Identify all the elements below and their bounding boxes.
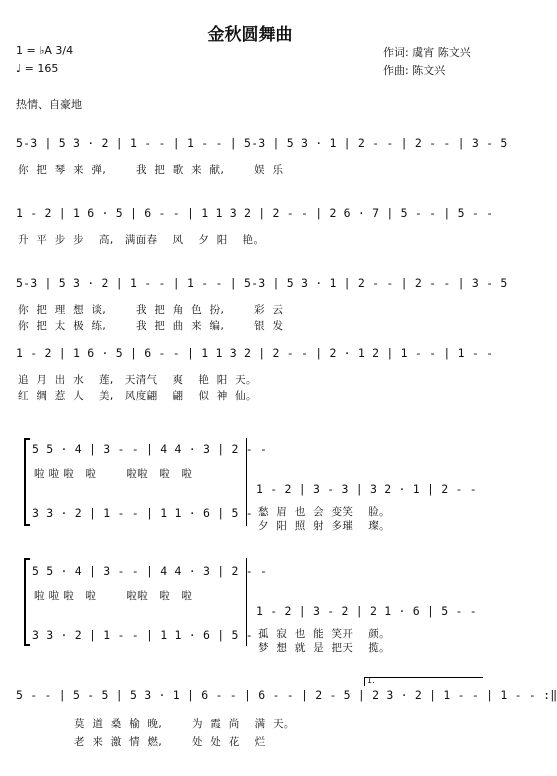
composer: 作曲: 陈文兴 [383, 64, 446, 77]
bpm: ♩ = 165 [16, 62, 59, 75]
tempo-marking: 热情、自豪地 [16, 98, 82, 111]
notes-system-1: 5-3 | 5 3 · 2 | 1 - - | 1 - - | 5-3 | 5 3 · 1 | 2 - - | 2 - - | 3 - 5 [16, 136, 508, 150]
chorus-1-upper-notes: 5 5 · 4 | 3 - - | 4 4 · 3 | 2 - - [32, 442, 268, 456]
chorus-1-upper-lyrics: 啦 啦 啦 啦 啦啦 啦 啦 [34, 468, 193, 480]
chorus-1-right-lyrics-1: 愁 眉 也 会 变笑 脸。 [258, 506, 391, 518]
chorus-2-upper-notes: 5 5 · 4 | 3 - - | 4 4 · 3 | 2 - - [32, 564, 268, 578]
chorus-1-bracket [24, 438, 26, 526]
page-title: 金秋圆舞曲 [207, 25, 293, 45]
chorus-1-right-notes: 1 - 2 | 3 - 3 | 3 2 · 1 | 2 - - [256, 482, 477, 496]
notes-system-4: 1 - 2 | 1 6 · 5 | 6 - - | 1 1 3 2 | 2 - - | 2 · 1 2 | 1 - - | 1 - - [16, 346, 494, 360]
chorus-2-upper-lyrics: 啦 啦 啦 啦 啦啦 啦 啦 [34, 590, 193, 602]
notes-system-2: 1 - 2 | 1 6 · 5 | 6 - - | 1 1 3 2 | 2 - - | 2 6 · 7 | 5 - - | 5 - - [16, 206, 494, 220]
lyrics-system-2: 升 平 步 步 高, 满面春 风 夕 阳 艳。 [18, 234, 265, 246]
notes-system-3: 5-3 | 5 3 · 2 | 1 - - | 1 - - | 5-3 | 5 3 · 1 | 2 - - | 2 - - | 3 - 5 [16, 276, 508, 290]
lyrics-final-verse-2: 老 来 激 情 燃, 处 处 花 烂 [74, 736, 266, 748]
lyrics-system-1: 你 把 琴 来 弹, 我 把 歌 来 献, 娱 乐 [18, 164, 284, 176]
notes-final-system: 5 - - | 5 - 5 | 5 3 · 1 | 6 - - | 6 - - | 2 - 5 | 2 3 · 2 | 1 - - | 1 - - :‖ [16, 688, 557, 702]
chorus-2-right-lyrics-2: 梦 想 就 是 把天 揽。 [258, 642, 391, 654]
lyrics-final-verse-1: 莫 道 桑 榆 晚, 为 霞 尚 满 天。 [74, 718, 295, 730]
lyrics-system-4-verse-1: 追 月 出 水 莲, 天清气 爽 艳 阳 天。 [18, 374, 257, 386]
volta-number: 1. [367, 676, 375, 685]
chorus-1-lower-notes: 3 3 · 2 | 1 - - | 1 1 · 6 | 5 - - [32, 506, 268, 520]
lyrics-system-3-verse-2: 你 把 太 极 练, 我 把 曲 来 编, 银 发 [18, 320, 284, 332]
chorus-2-lower-notes: 3 3 · 2 | 1 - - | 1 1 · 6 | 5 - - [32, 628, 268, 642]
chorus-1-right-lyrics-2: 夕 阳 照 射 多璀 璨。 [258, 520, 391, 532]
volta-bracket [364, 677, 483, 686]
lyricist: 作词: 虞宵 陈文兴 [383, 46, 471, 59]
lyrics-system-3-verse-1: 你 把 理 想 谈, 我 把 角 色 扮, 彩 云 [18, 304, 284, 316]
chorus-2-right-notes: 1 - 2 | 3 - 2 | 2 1 · 6 | 5 - - [256, 604, 477, 618]
lyrics-system-4-verse-2: 红 绸 惹 人 美, 风度翩 翩 似 神 仙。 [18, 390, 257, 402]
chorus-2-right-lyrics-1: 孤 寂 也 能 笑开 颜。 [258, 628, 391, 640]
key-signature: 1 = ♭A 3/4 [16, 44, 74, 57]
chorus-2-bracket [24, 558, 26, 646]
